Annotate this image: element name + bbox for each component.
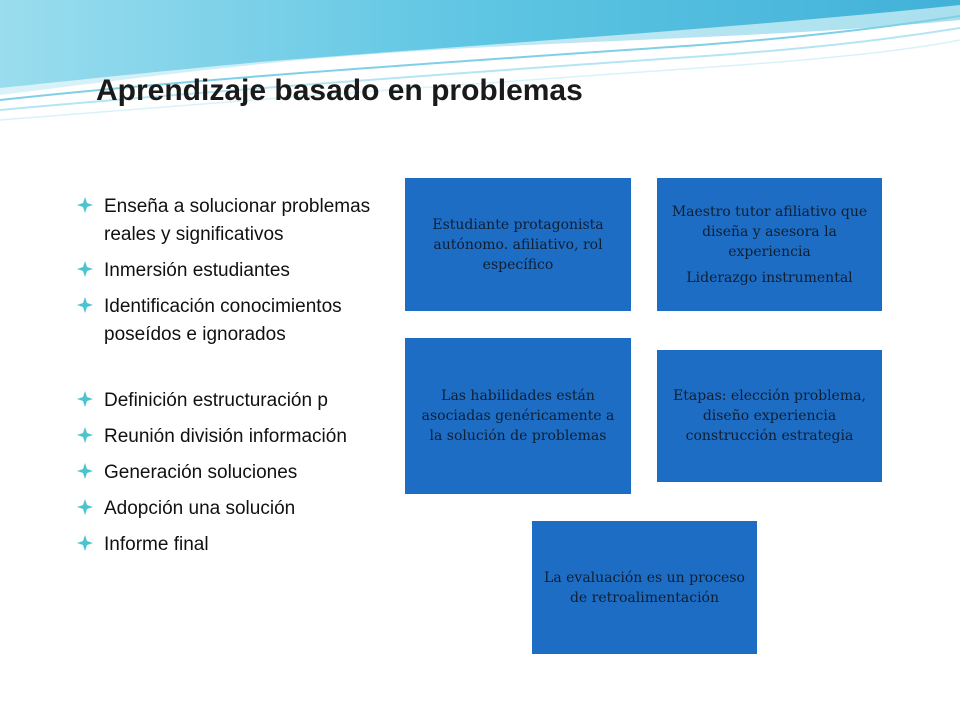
diamond-bullet-icon	[76, 390, 94, 408]
list-item	[74, 531, 374, 559]
slide-title: Aprendizaje basado en problemas	[96, 74, 583, 107]
evaluation-text: La evaluación es un proceso de retroalimentación	[544, 569, 745, 606]
bullet-list	[74, 193, 374, 559]
skills-box	[405, 338, 631, 494]
student-role-text: Estudiante protagonista autónomo. afiliativo, rol específico	[432, 216, 604, 273]
list-item	[74, 495, 374, 523]
diamond-bullet-icon	[76, 196, 94, 214]
header-wave-decoration	[0, 0, 960, 130]
diamond-bullet-icon	[76, 426, 94, 444]
teacher-leadership-text: Liderazgo instrumental	[686, 269, 853, 286]
list-item	[74, 423, 374, 451]
bullet-text: Informe final	[104, 534, 209, 555]
bullet-text: Adopción una solución	[104, 498, 296, 519]
bullet-text: Identificación conocimientos poseídos e ignorados	[104, 296, 342, 345]
stages-text: Etapas: elección problema, diseño experiencia construcción estrategia	[673, 388, 866, 444]
teacher-role-box	[657, 178, 882, 311]
list-item	[74, 257, 374, 285]
diamond-bullet-icon	[76, 260, 94, 278]
list-item	[74, 459, 374, 487]
list-item	[74, 193, 374, 249]
diamond-bullet-icon	[76, 534, 94, 552]
bullet-text: Inmersión estudiantes	[104, 260, 290, 281]
list-item	[74, 293, 374, 349]
student-role-box	[405, 178, 631, 311]
list-item	[74, 387, 374, 415]
diamond-bullet-icon	[76, 462, 94, 480]
bullet-text: Enseña a solucionar problemas reales y significativos	[104, 196, 371, 245]
bullet-text: Reunión división información	[104, 426, 347, 447]
stages-box	[657, 350, 882, 482]
skills-text: Las habilidades están asociadas genéricamente a la solución de problemas	[421, 388, 615, 444]
diamond-bullet-icon	[76, 498, 94, 516]
bullet-text: Definición estructuración p	[104, 390, 328, 411]
bullet-text: Generación soluciones	[104, 462, 298, 483]
diamond-bullet-icon	[76, 296, 94, 314]
evaluation-box	[532, 521, 757, 654]
teacher-role-text: Maestro tutor afiliativo que diseña y asesora la experiencia	[671, 203, 868, 260]
